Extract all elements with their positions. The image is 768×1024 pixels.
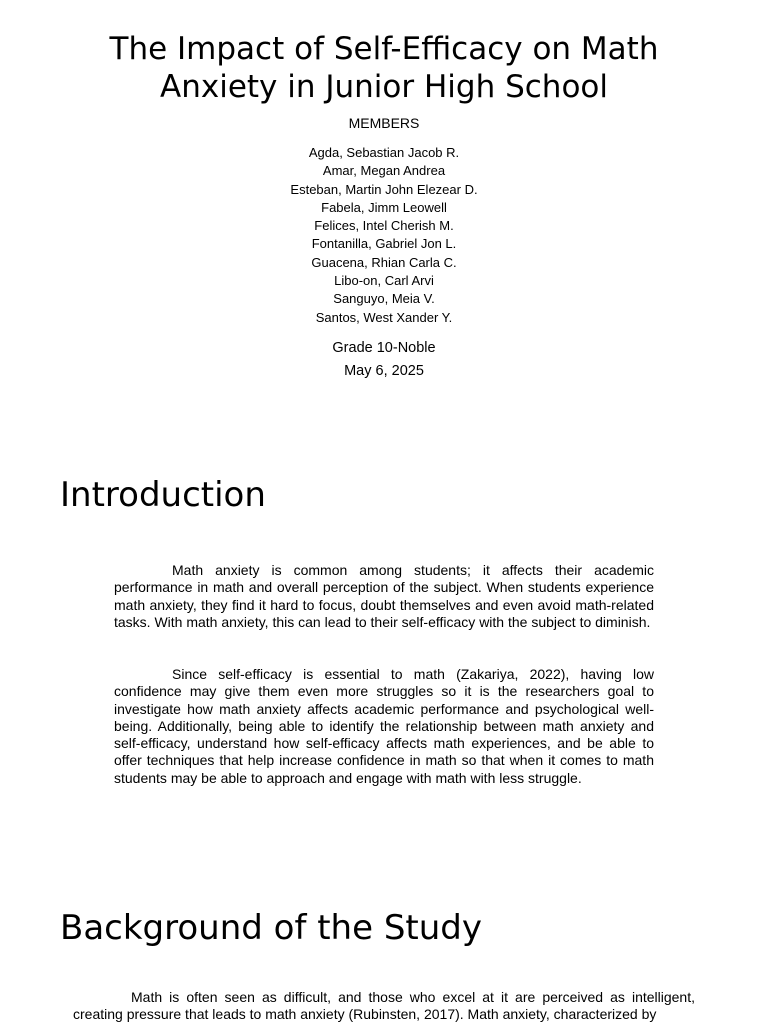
background-paragraph: Math is often seen as difficult, and those who excel at it are perceived as intelligent, creating pressure that leads to math anxiety (Rubinsten, 2017). Math anxiety, characterized by — [73, 989, 695, 1023]
member-list — [184, 144, 584, 327]
introduction-heading: Introduction — [60, 475, 266, 515]
member-name: Amar, Megan Andrea — [322, 163, 446, 179]
member-name: Santos, West Xander Y. — [315, 309, 453, 325]
member-name: Fabela, Jimm Leowell — [321, 199, 447, 215]
member-name: Sanguyo, Meia V. — [333, 291, 435, 307]
background-heading: Background of the Study — [60, 908, 482, 948]
member-name: Agda, Sebastian Jacob R. — [308, 145, 460, 160]
submission-date: May 6, 2025 — [344, 363, 424, 379]
member-name: Esteban, Martin John Elezear D. — [290, 181, 478, 197]
member-name: Libo-on, Carl Arvi — [334, 273, 434, 289]
member-name: Fontanilla, Gabriel Jon L. — [311, 236, 457, 252]
grade-section: Grade 10-Noble — [332, 340, 436, 356]
member-name: Guacena, Rhian Carla C. — [311, 254, 457, 270]
introduction-paragraph-1: Math anxiety is common among students; it affects their academic performance in math and overall perception of the subject. When students experience math anxiety, they find it hard to focus, doubt themselves and even avoid math-related tasks. With math anxiety, this can lead to their self-efficacy with the subject to diminish. — [114, 562, 654, 630]
member-name: Felices, Intel Cherish M. — [314, 218, 454, 234]
document-title: The Impact of Self-Efficacy on Math Anxiety in Junior High School — [109, 31, 659, 105]
members-label: MEMBERS — [348, 115, 420, 131]
introduction-paragraph-2: Since self-efficacy is essential to math (Zakariya, 2022), having low confidence may give them even more struggles so it is the researchers goal to investigate how math anxiety affects academic performance and psychological well-being. Additionally, being able to identify the relationship between math anxiety and self-efficacy, understand how self-efficacy affects math experiences, and be able to offer techniques that help increase confidence in math so that when it comes to math students may be able to approach and engage with math with less struggle. — [114, 666, 654, 786]
